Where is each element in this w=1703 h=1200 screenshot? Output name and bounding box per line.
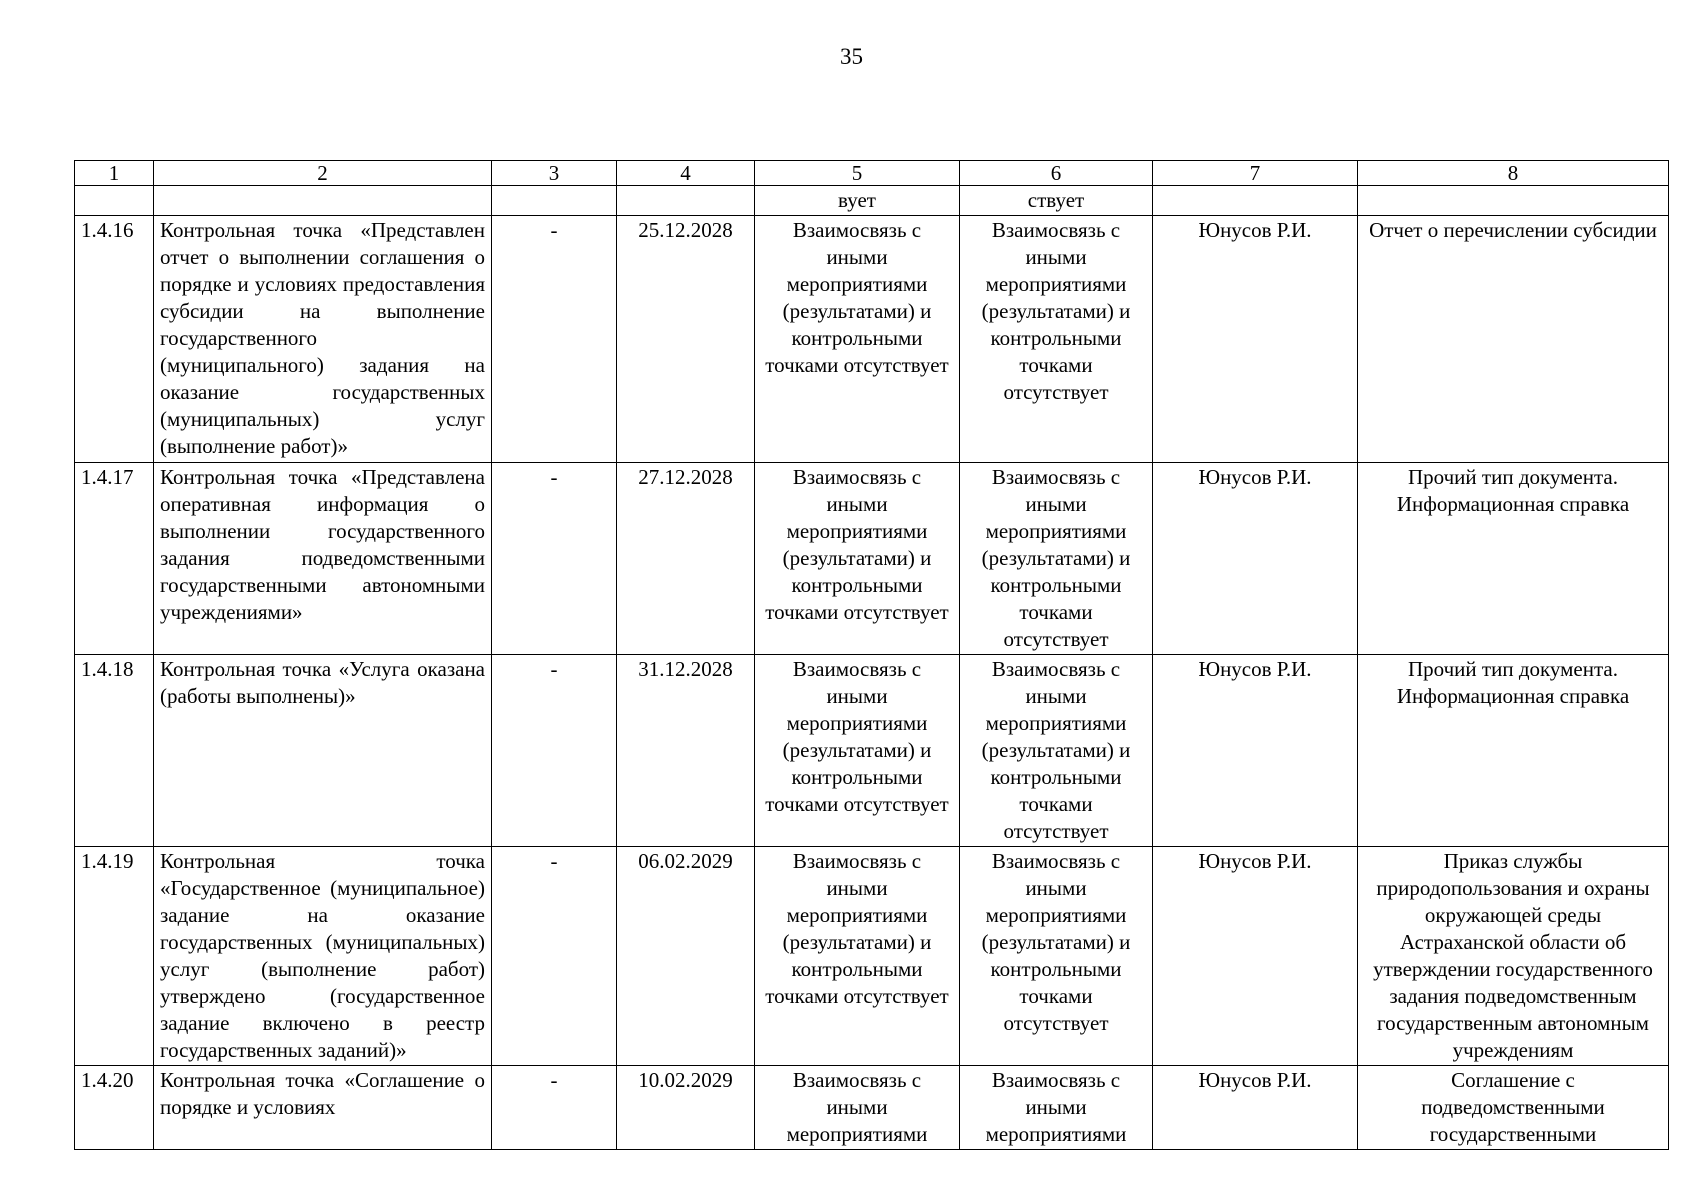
responsible-person: Юнусов Р.И.	[1153, 847, 1358, 1066]
predecessor-link: Взаимосвязь с иными мероприятиями	[755, 1066, 960, 1150]
continuation-text: вует	[755, 186, 960, 216]
continuation-text: ствует	[960, 186, 1153, 216]
successor-link: Взаимосвязь с иными мероприятиями	[960, 1066, 1153, 1150]
due-date: 25.12.2028	[617, 216, 755, 463]
table-row	[75, 463, 1669, 655]
column-number: 6	[960, 161, 1153, 186]
control-point-name: Контрольная точка «Соглашение о порядке и условиях	[154, 1066, 492, 1150]
table-row	[75, 847, 1669, 1066]
control-point-name: Контрольная точка «Услуга оказана (работы выполнены)»	[154, 655, 492, 847]
row-number: 1.4.17	[75, 463, 154, 655]
due-date: 27.12.2028	[617, 463, 755, 655]
document-type: Прочий тип документа. Информационная справка	[1358, 655, 1669, 847]
control-point-name: Контрольная точка «Представлена оперативная информация о выполнении государственного задания подведомственными государственными автономными учреждениями»	[154, 463, 492, 655]
dash-cell: -	[492, 847, 617, 1066]
document-type: Приказ службы природопользования и охраны окружающей среды Астраханской области об утверждении государственного задания подведомственным государственным автономным учреждениям	[1358, 847, 1669, 1066]
dash-cell: -	[492, 463, 617, 655]
dash-cell: -	[492, 1066, 617, 1150]
document-type: Прочий тип документа. Информационная справка	[1358, 463, 1669, 655]
table-row	[75, 1066, 1669, 1150]
dash-cell: -	[492, 655, 617, 847]
table-row	[75, 655, 1669, 847]
row-number: 1.4.18	[75, 655, 154, 847]
column-number: 2	[154, 161, 492, 186]
column-number: 7	[1153, 161, 1358, 186]
document-type: Отчет о перечислении субсидии	[1358, 216, 1669, 463]
row-number: 1.4.16	[75, 216, 154, 463]
column-number: 8	[1358, 161, 1669, 186]
control-points-table	[74, 160, 1669, 1150]
row-number: 1.4.20	[75, 1066, 154, 1150]
column-number-row	[75, 161, 1669, 186]
predecessor-link: Взаимосвязь с иными мероприятиями (результатами) и контрольными точками отсутствует	[755, 847, 960, 1066]
successor-link: Взаимосвязь с иными мероприятиями (результатами) и контрольными точками отсутствует	[960, 847, 1153, 1066]
column-number: 5	[755, 161, 960, 186]
control-point-name: Контрольная точка «Государственное (муниципальное) задание на оказание государственных (муниципальных) услуг (выполнение работ) утверждено (государственное задание включено в реестр государственных заданий)»	[154, 847, 492, 1066]
row-number: 1.4.19	[75, 847, 154, 1066]
table-row	[75, 216, 1669, 463]
column-number: 4	[617, 161, 755, 186]
due-date: 31.12.2028	[617, 655, 755, 847]
responsible-person: Юнусов Р.И.	[1153, 1066, 1358, 1150]
responsible-person: Юнусов Р.И.	[1153, 655, 1358, 847]
column-number: 1	[75, 161, 154, 186]
responsible-person: Юнусов Р.И.	[1153, 463, 1358, 655]
predecessor-link: Взаимосвязь с иными мероприятиями (результатами) и контрольными точками отсутствует	[755, 655, 960, 847]
column-number: 3	[492, 161, 617, 186]
document-type: Соглашение с подведомственными государственными	[1358, 1066, 1669, 1150]
predecessor-link: Взаимосвязь с иными мероприятиями (результатами) и контрольными точками отсутствует	[755, 463, 960, 655]
dash-cell: -	[492, 216, 617, 463]
control-point-name: Контрольная точка «Представлен отчет о выполнении соглашения о порядке и условиях предоставления субсидии на выполнение государственного (муниципального) задания на оказание государственных (муниципальных) услуг (выполнение работ)»	[154, 216, 492, 463]
due-date: 06.02.2029	[617, 847, 755, 1066]
responsible-person: Юнусов Р.И.	[1153, 216, 1358, 463]
page-number: 35	[840, 44, 863, 69]
successor-link: Взаимосвязь с иными мероприятиями (результатами) и контрольными точками отсутствует	[960, 463, 1153, 655]
due-date: 10.02.2029	[617, 1066, 755, 1150]
predecessor-link: Взаимосвязь с иными мероприятиями (результатами) и контрольными точками отсутствует	[755, 216, 960, 463]
continuation-row	[75, 186, 1669, 216]
successor-link: Взаимосвязь с иными мероприятиями (результатами) и контрольными точками отсутствует	[960, 216, 1153, 463]
successor-link: Взаимосвязь с иными мероприятиями (результатами) и контрольными точками отсутствует	[960, 655, 1153, 847]
